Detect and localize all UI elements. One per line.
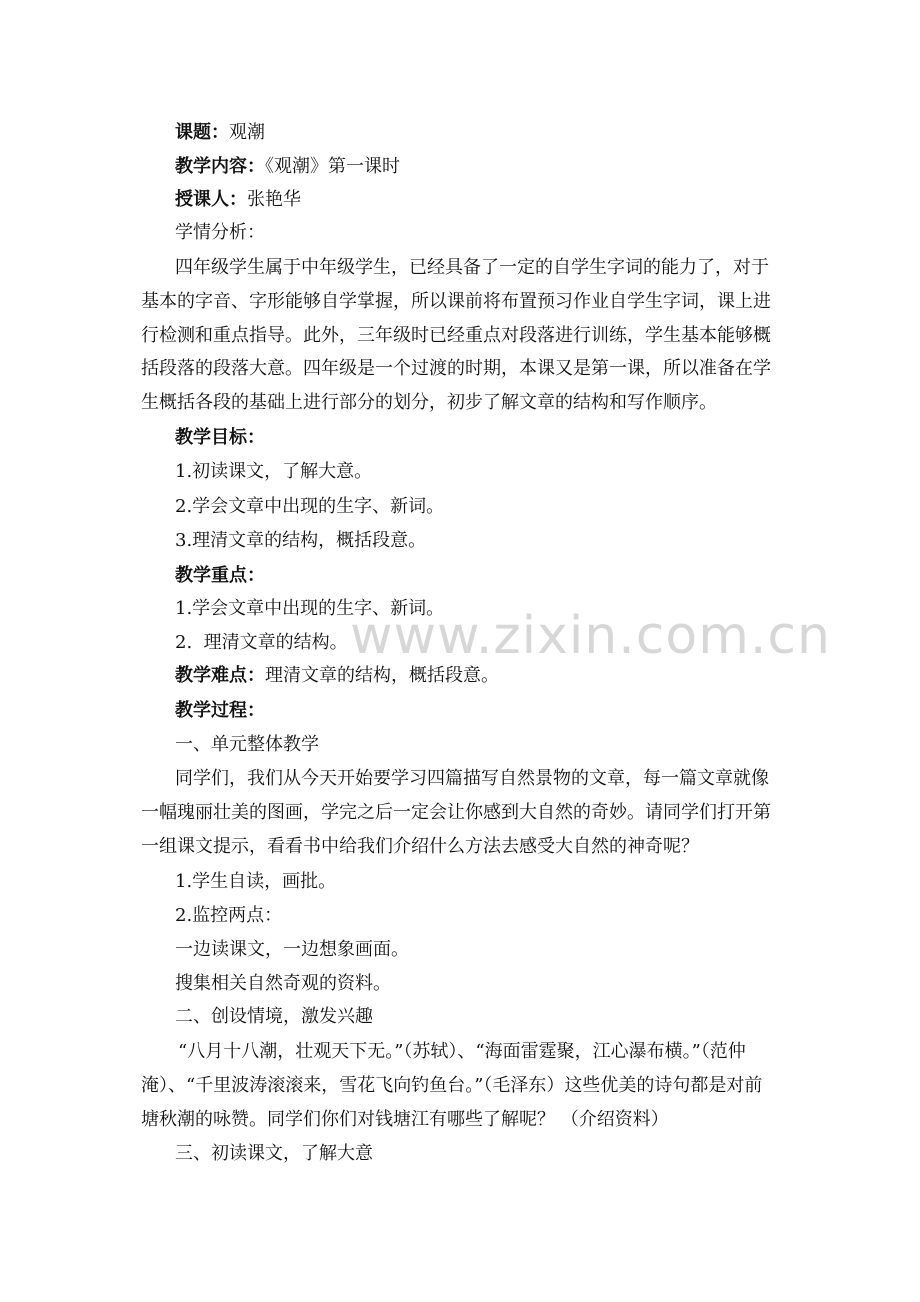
section-title: 三、初读课文，了解大意 — [175, 1143, 373, 1164]
goal-item: 3.理清文章的结构，概括段意。 — [175, 530, 427, 551]
teacher-value: 张艳华 — [247, 189, 301, 210]
difficulty-value: 理清文章的结构，概括段意。 — [265, 665, 499, 686]
monitor-point: 一边读课文，一边想象画面。 — [175, 939, 409, 960]
goal-item: 1.初读课文，了解大意。 — [175, 461, 373, 482]
teacher-line — [175, 189, 301, 211]
section1-line: 一组课文提示，看看书中给我们介绍什么方法去感受大自然的神奇呢？ — [141, 836, 699, 857]
analysis-line: 生概括各段的基础上进行部分的划分，初步了解文章的结构和写作顺序。 — [141, 392, 717, 413]
section1-line: 一幅瑰丽壮美的图画，学完之后一定会让你感到大自然的奇妙。请同学们打开第 — [141, 802, 771, 823]
section-title: 一、单元整体教学 — [175, 734, 319, 755]
analysis-heading: 学情分析： — [175, 222, 265, 243]
key-point-item: 2. 理清文章的结构。 — [175, 632, 348, 653]
key-points-heading: 教学重点： — [175, 565, 265, 586]
analysis-line: 行检测和重点指导。此外，三年级时已经重点对段落进行训练，学生基本能够概 — [141, 325, 771, 346]
goals-heading: 教学目标： — [175, 427, 265, 448]
process-heading: 教学过程： — [175, 700, 265, 721]
difficulty-line — [175, 665, 499, 687]
lesson-title-value: 观潮 — [229, 122, 265, 143]
difficulty-label: 教学难点： — [175, 665, 265, 686]
section2-line: 塘秋潮的咏赞。同学们你们对钱塘江有哪些了解呢？ （介绍资料） — [141, 1109, 669, 1130]
section2-line: “八月十八潮，壮观天下无。”（苏轼）、“海面雷霆聚，江心瀑布横。”（范仲 — [178, 1041, 746, 1062]
monitor-point: 搜集相关自然奇观的资料。 — [175, 973, 391, 994]
teacher-label: 授课人： — [175, 189, 247, 210]
lesson-content-value: 《观潮》第一课时 — [265, 156, 400, 177]
watermark: www.zixin.com.cn — [350, 606, 831, 666]
lesson-content-label: 教学内容： — [175, 156, 265, 177]
analysis-line: 括段落的段落大意。四年级是一个过渡的时期，本课又是第一课，所以准备在学 — [141, 358, 771, 379]
lesson-title-label: 课题： — [175, 122, 229, 143]
analysis-line: 基本的字音、字形能够自学掌握，所以课前将布置预习作业自学生字词，课上进 — [141, 291, 771, 312]
section1-line: 同学们，我们从今天开始要学习四篇描写自然景物的文章，每一篇文章就像 — [175, 768, 769, 789]
analysis-line: 四年级学生属于中年级学生，已经具备了一定的自学生字词的能力了，对于 — [175, 257, 769, 278]
step-item: 2.监控两点： — [175, 905, 283, 926]
lesson-content-line — [175, 156, 400, 178]
section2-line: 淹）、“千里波涛滚滚来，雪花飞向钓鱼台。”（毛泽东）这些优美的诗句都是对前 — [141, 1075, 763, 1096]
key-point-item: 1.学会文章中出现的生字、新词。 — [175, 598, 445, 619]
section-title: 二、创设情境，激发兴趣 — [175, 1006, 373, 1027]
step-item: 1.学生自读，画批。 — [175, 871, 337, 892]
lesson-title-line — [175, 122, 265, 144]
goal-item: 2.学会文章中出现的生字、新词。 — [175, 496, 445, 517]
